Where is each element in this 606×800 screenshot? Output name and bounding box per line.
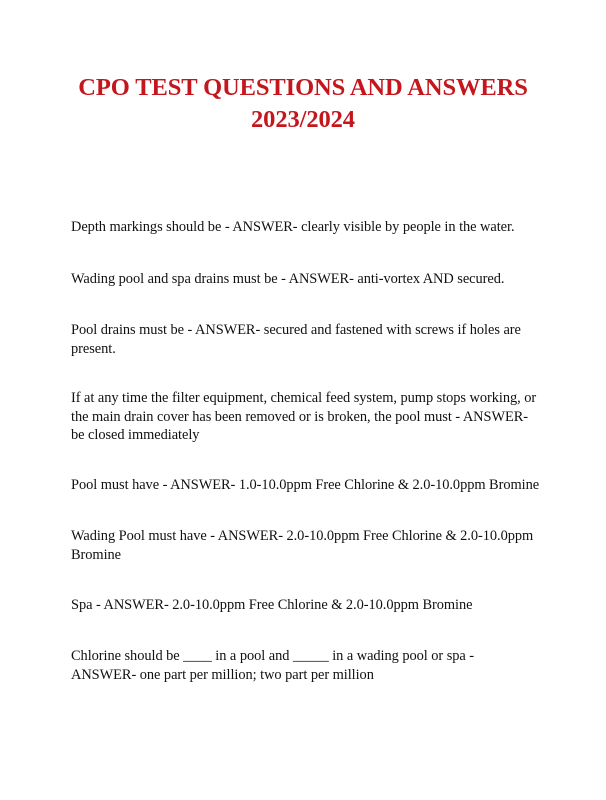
- qa-answer: secured and fastened with screws if holes are present.: [71, 322, 521, 357]
- qa-item: [71, 389, 541, 445]
- qa-item: [71, 218, 541, 237]
- qa-answer: anti-vortex AND secured.: [357, 271, 505, 287]
- qa-item: [71, 476, 541, 495]
- qa-question: Wading Pool must have - ANSWER-: [71, 528, 287, 544]
- qa-item: [71, 596, 541, 615]
- qa-item: [71, 527, 541, 564]
- qa-question: Chlorine should be ____ in a pool and _____ in a wading pool or spa - ANSWER-: [71, 648, 475, 683]
- qa-question: Pool must have - ANSWER-: [71, 477, 239, 493]
- qa-question: Wading pool and spa drains must be - ANSWER-: [71, 271, 358, 287]
- qa-question: If at any time the filter equipment, chemical feed system, pump stops working, or the main drain cover has been removed or is broken, the pool must - ANSWER-: [71, 390, 537, 425]
- qa-answer: be closed immediately: [71, 427, 200, 443]
- qa-answer: clearly visible by people in the water.: [301, 219, 515, 235]
- qa-item: [71, 647, 541, 684]
- qa-answer: 2.0-10.0ppm Free Chlorine & 2.0-10.0ppm Bromine: [172, 597, 473, 613]
- qa-item: [71, 321, 541, 358]
- qa-answer: 2.0-10.0ppm Free Chlorine & 2.0-10.0ppm Bromine: [71, 528, 534, 563]
- qa-answer: 1.0-10.0ppm Free Chlorine & 2.0-10.0ppm Bromine: [238, 477, 540, 493]
- qa-question: Spa - ANSWER-: [71, 597, 173, 613]
- qa-question: Pool drains must be - ANSWER-: [71, 322, 264, 338]
- qa-item: [71, 270, 541, 289]
- qa-answer: one part per million; two part per million: [139, 666, 374, 683]
- document-title-line-1: CPO TEST QUESTIONS AND ANSWERS: [78, 74, 528, 101]
- qa-question: Depth markings should be - ANSWER-: [71, 219, 302, 235]
- document-title-line-2: 2023/2024: [251, 106, 355, 133]
